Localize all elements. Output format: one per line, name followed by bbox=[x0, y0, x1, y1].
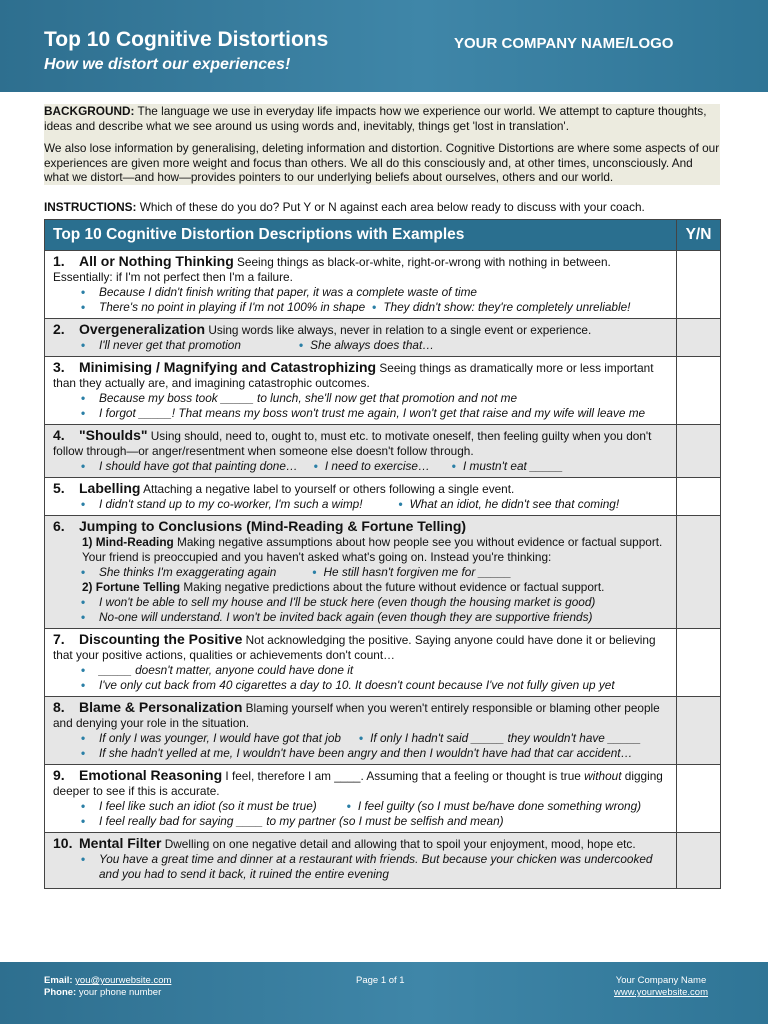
item-name: Emotional Reasoning bbox=[79, 767, 223, 783]
page-subtitle: How we distort our experiences! bbox=[44, 56, 291, 73]
example: • If only I was younger, I would have got that job • If only I hadn't said _____ they wouldn't have _____ bbox=[79, 731, 670, 746]
background-label: BACKGROUND: bbox=[44, 104, 135, 118]
item-number: 2. bbox=[53, 321, 65, 337]
table-row bbox=[45, 251, 721, 319]
example: • No-one will understand. I won't be invited back again (even though they are supportive friends) bbox=[79, 610, 670, 625]
item-name: Blame & Personalization bbox=[79, 699, 243, 715]
example: • _____ doesn't matter, anyone could have done it bbox=[79, 663, 670, 678]
item-number: 4. bbox=[53, 427, 65, 443]
yn-answer-cell[interactable] bbox=[677, 425, 721, 478]
item-name: Discounting the Positive bbox=[79, 631, 243, 647]
example: • I'll never get that promotion • She always does that… bbox=[79, 338, 670, 353]
table-row bbox=[45, 478, 721, 516]
example: • I won't be able to sell my house and I'll be stuck here (even though the housing market is good) bbox=[79, 595, 670, 610]
item-description: Attaching a negative label to yourself or others following a single event. bbox=[143, 482, 515, 496]
footer-company: Your Company Name bbox=[615, 975, 707, 986]
item-number: 9. bbox=[53, 767, 65, 783]
table-row bbox=[45, 319, 721, 357]
yn-answer-cell[interactable] bbox=[677, 319, 721, 357]
item-number: 3. bbox=[53, 359, 65, 375]
yn-answer-cell[interactable] bbox=[677, 251, 721, 319]
website-link[interactable]: www.yourwebsite.com bbox=[614, 987, 708, 998]
example: • I feel like such an idiot (so it must be true) • I feel guilty (so I must be/have done something wrong) bbox=[79, 799, 670, 814]
instructions-label: INSTRUCTIONS: bbox=[44, 200, 137, 214]
item-number: 6. bbox=[53, 518, 65, 534]
table-row bbox=[45, 697, 721, 765]
item-name: All or Nothing Thinking bbox=[79, 253, 234, 269]
item-name: Overgeneralization bbox=[79, 321, 206, 337]
item-description: Using should, need to, ought to, must etc. to motivate oneself, then feeling guilty when you don't follow through—or anger/resentment when someone else doesn't follow through. bbox=[53, 429, 652, 458]
table-row bbox=[45, 516, 721, 629]
page-header bbox=[0, 0, 768, 92]
item-number: 8. bbox=[53, 699, 65, 715]
sub-description: Making negative predictions about the future without evidence or factual support. bbox=[183, 580, 605, 594]
item-description: Using words like always, never in relation to a single event or experience. bbox=[208, 323, 592, 337]
item-name: Minimising / Magnifying and Catastrophizing bbox=[79, 359, 377, 375]
item-description: Dwelling on one negative detail and allowing that to spoil your enjoyment, mood, hope etc. bbox=[164, 837, 636, 851]
distortions-table bbox=[44, 219, 721, 889]
item-name: Mental Filter bbox=[79, 835, 162, 851]
table-row bbox=[45, 357, 721, 425]
table-row bbox=[45, 833, 721, 889]
yn-answer-cell[interactable] bbox=[677, 516, 721, 629]
background-section bbox=[44, 104, 720, 185]
item-number: 1. bbox=[53, 253, 65, 269]
example: • You have a great time and dinner at a restaurant with friends. But because your chicken was undercooked and you had to send it back, it ruined the entire evening bbox=[79, 852, 670, 882]
page-title: Top 10 Cognitive Distortions bbox=[44, 28, 329, 51]
page-footer bbox=[0, 962, 768, 1024]
table-header-yn: Y/N bbox=[677, 220, 721, 251]
yn-answer-cell[interactable] bbox=[677, 833, 721, 889]
background-paragraph-1: The language we use in everyday life impacts how we experience our world. We attempt to capture thoughts, ideas and describe what we see around us using words and, inevitably, things get 'lost in translation'. bbox=[44, 104, 707, 133]
item-number: 5. bbox=[53, 480, 65, 496]
yn-answer-cell[interactable] bbox=[677, 697, 721, 765]
example: • I forgot _____! That means my boss won't trust me again, I won't get that raise and my wife will leave me bbox=[79, 406, 670, 421]
sub-label: 1) Mind-Reading bbox=[82, 535, 174, 549]
example: • If she hadn't yelled at me, I wouldn't have been angry and then I wouldn't have had that car accident… bbox=[79, 746, 670, 761]
email-label: Email: bbox=[44, 975, 73, 986]
background-paragraph-2: We also lose information by generalising, deleting information and distortion. Cognitive Distortions are where some aspects of our experiences are given more weight and focus than others. We all do this consciously and, at other times, unconsciously. And what we distort—and how—provides pointers to our underlying beliefs about ourselves, others and our world. bbox=[44, 141, 720, 184]
item-description: Not acknowledging the positive. Saying anyone could have done it or believing that your positive actions, qualities or achievements don't count… bbox=[53, 633, 656, 662]
yn-answer-cell[interactable] bbox=[677, 765, 721, 833]
table-header-title: Top 10 Cognitive Distortion Descriptions with Examples bbox=[45, 220, 677, 251]
page-number: Page 1 of 1 bbox=[356, 975, 405, 986]
item-number: 7. bbox=[53, 631, 65, 647]
item-description: I feel, therefore I am ____. Assuming that a feeling or thought is true without digging deeper to see if this is accurate. bbox=[53, 769, 663, 798]
item-description: Seeing things as dramatically more or less important than they actually are, and imagining catastrophic outcomes. bbox=[53, 361, 654, 390]
item-description: Seeing things as black-or-white, right-or-wrong with nothing in between. Essentially: if I'm not perfect then I'm a failure. bbox=[53, 255, 611, 284]
email-link[interactable]: you@yourwebsite.com bbox=[75, 975, 172, 986]
item-name: "Shoulds" bbox=[79, 427, 148, 443]
phone-number: your phone number bbox=[78, 987, 162, 998]
example: • I didn't stand up to my co-worker, I'm such a wimp! • What an idiot, he didn't see that coming! bbox=[79, 497, 670, 512]
example: • I should have got that painting done… • I need to exercise… • I mustn't eat _____ bbox=[79, 459, 670, 474]
yn-answer-cell[interactable] bbox=[677, 629, 721, 697]
item-number: 10. bbox=[53, 835, 73, 851]
example: • Because I didn't finish writing that paper, it was a complete waste of time bbox=[79, 285, 670, 300]
table-row bbox=[45, 629, 721, 697]
instructions-line bbox=[44, 200, 724, 214]
sub-description: Making negative assumptions about how people see you without evidence or factual support. Your friend is preoccupied and you haven't asked what's going on. Instead you're thinking: bbox=[82, 535, 663, 564]
table-row bbox=[45, 425, 721, 478]
yn-answer-cell[interactable] bbox=[677, 478, 721, 516]
example: • Because my boss took _____ to lunch, she'll now get that promotion and not me bbox=[79, 391, 670, 406]
instructions-text: Which of these do you do? Put Y or N against each area below ready to discuss with your coach. bbox=[139, 200, 645, 214]
item-name: Labelling bbox=[79, 480, 141, 496]
item-name: Jumping to Conclusions (Mind-Reading & Fortune Telling) bbox=[79, 518, 467, 534]
item-description: Blaming yourself when you weren't entirely responsible or blaming other people and denying your role in the situation. bbox=[53, 701, 660, 730]
yn-answer-cell[interactable] bbox=[677, 357, 721, 425]
example: • I've only cut back from 40 cigarettes a day to 10. It doesn't count because I've not fully given up yet bbox=[79, 678, 670, 693]
example: • She thinks I'm exaggerating again • He still hasn't forgiven me for _____ bbox=[79, 565, 670, 580]
example: • I feel really bad for saying ____ to my partner (so I must be selfish and mean) bbox=[79, 814, 670, 829]
company-logo-text: YOUR COMPANY NAME/LOGO bbox=[454, 35, 674, 52]
table-row bbox=[45, 765, 721, 833]
example: • There's no point in playing if I'm not 100% in shape • They didn't show: they're completely unreliable! bbox=[79, 300, 670, 315]
phone-label: Phone: bbox=[44, 987, 77, 998]
sub-label: 2) Fortune Telling bbox=[82, 580, 181, 594]
